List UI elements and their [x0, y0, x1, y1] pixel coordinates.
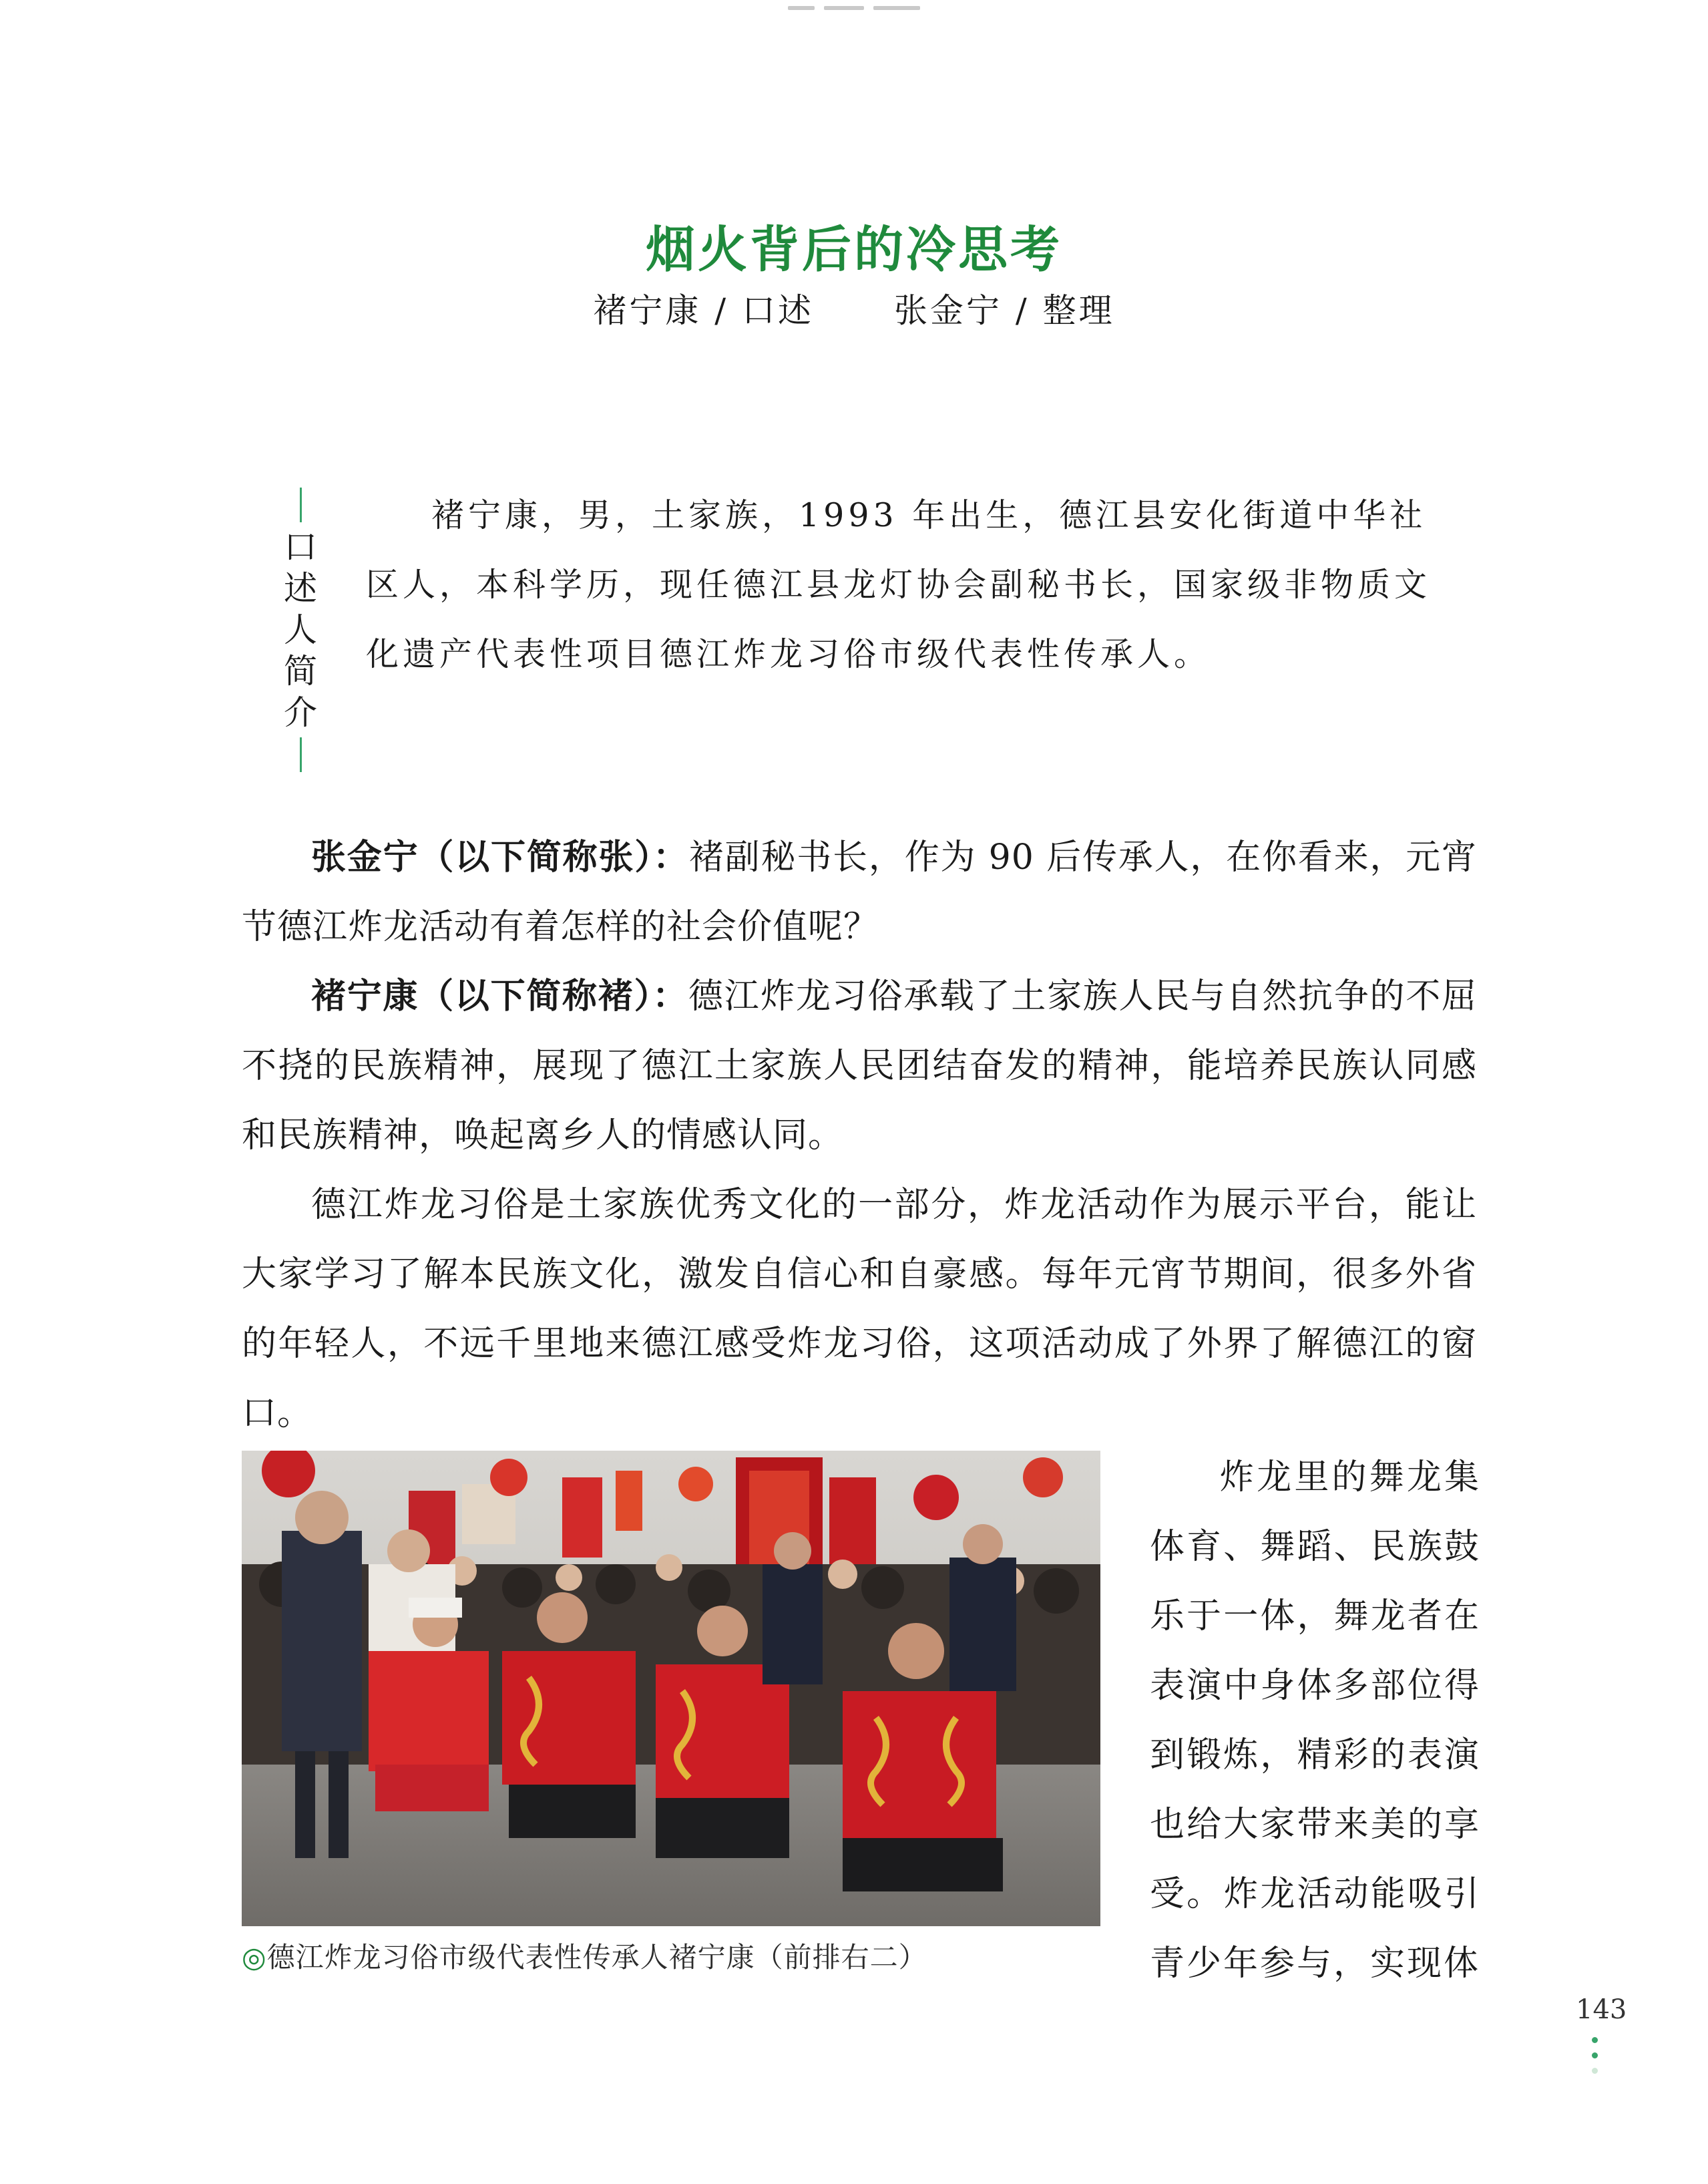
label-char: 介 — [284, 693, 317, 732]
profile-paragraph: 褚宁康，男，土家族，1993 年出生，德江县安化街道中华社区人，本科学历，现任德江县龙灯协会副秘书长，国家级非物质文化遗产代表性项目德江炸龙习俗市级代表性传承人。 — [366, 496, 1432, 673]
paragraph-text: 褚副秘书长，作为 90 后传承人，在你看来，元宵节德江炸龙活动有着怎样的社会价值呢？ — [242, 838, 1477, 947]
label-char: 述 — [284, 569, 317, 608]
page-number: 143 — [1576, 1994, 1627, 2025]
byline — [0, 284, 1708, 332]
profile-text — [366, 481, 1448, 689]
label-char: 简 — [284, 652, 317, 691]
header-remnant — [788, 0, 955, 5]
speaker-label: 张金宁（以下简称张）： — [311, 838, 689, 878]
label-char: 口 — [284, 528, 317, 566]
profile-label — [280, 488, 321, 772]
label-char: 人 — [284, 610, 317, 649]
body-paragraph: 炸龙里的舞龙集体育、舞蹈、民族鼓乐于一体，舞龙者在表演中身体多部位得到锻炼，精彩的表演也给大家带来美的享受。炸龙活动能吸引青少年参与，实现体 — [1150, 1457, 1481, 1984]
body-paragraph — [242, 1170, 1477, 1448]
article-title: 烟火背后的冷思考 — [646, 220, 1062, 279]
body-paragraph — [242, 962, 1477, 1170]
speaker-label: 褚宁康（以下简称褚）： — [311, 976, 688, 1017]
paragraph-text: 德江炸龙习俗承载了土家族人民与自然抗争的不屈不挠的民族精神，展现了德江土家族人民团结奋发的精神，能培养民族认同感和民族精神，唤起离乡人的情感认同。 — [242, 976, 1477, 1155]
byline-narrator: 褚宁康 / 口述 — [593, 291, 814, 330]
label-bar-top — [300, 488, 302, 522]
caption-mark-icon: ◎ — [242, 1941, 267, 1974]
body-paragraph — [242, 823, 1477, 962]
event-photo-illustration — [242, 1451, 1100, 1926]
paragraph-text: 德江炸龙习俗是土家族优秀文化的一部分，炸龙活动作为展示平台，能让大家学习了解本民族文化，激发自信心和自豪感。每年元宵节期间，很多外省的年轻人，不远千里地来德江感受炸龙习俗，这项活动成了外界了解德江的窗口。 — [242, 1185, 1477, 1433]
label-bar-bottom — [300, 737, 302, 772]
byline-editor: 张金宁 / 整理 — [894, 291, 1115, 330]
wrap-text-column — [1150, 1443, 1481, 1998]
article-body — [242, 823, 1477, 1448]
photo-caption — [242, 1936, 1110, 1976]
page-dots-ornament — [1592, 2037, 1598, 2083]
event-photo — [242, 1451, 1100, 1926]
caption-text: 德江炸龙习俗市级代表性传承人褚宁康（前排右二） — [266, 1941, 927, 1974]
